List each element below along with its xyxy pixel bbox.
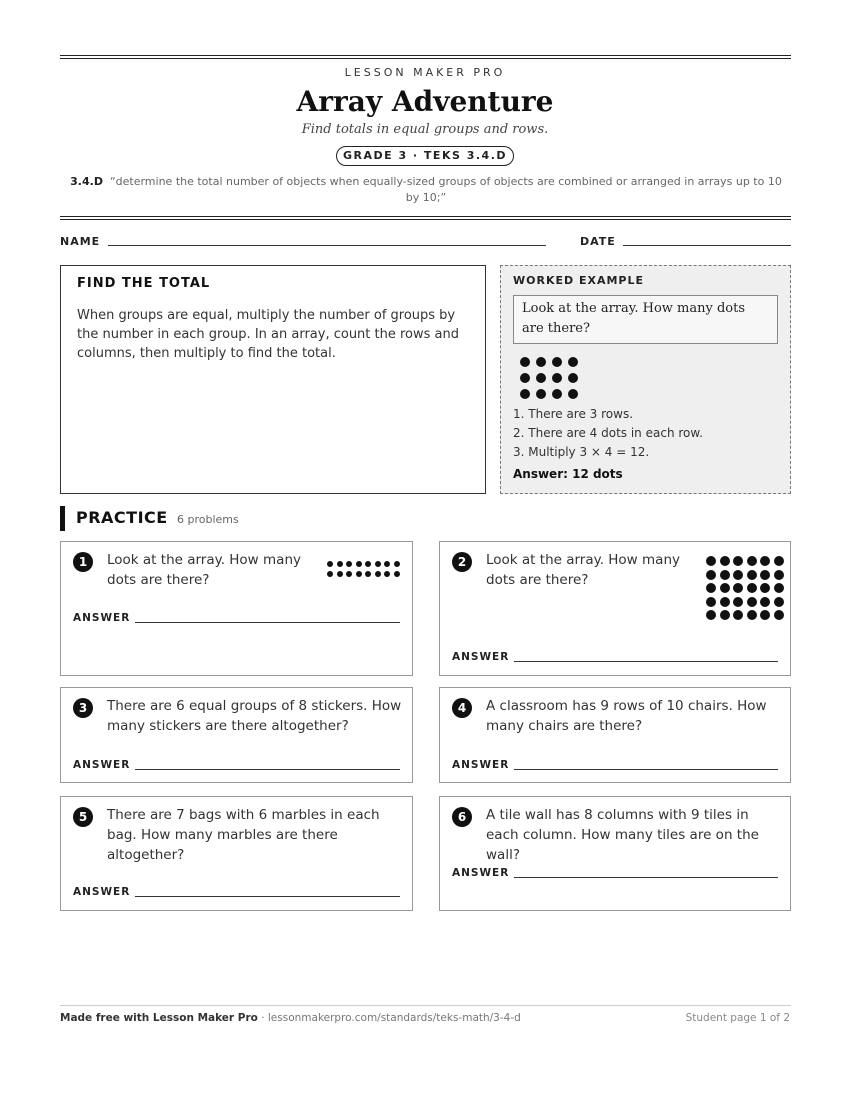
problem-2-array: [706, 556, 776, 626]
standard-text: “determine the total number of objects when equally-sized groups of objects are combined or arranged in arrays up to 10 by 10;”: [109, 175, 782, 204]
worked-example-array: [520, 357, 590, 402]
practice-title: PRACTICE: [76, 508, 168, 527]
array-dot: [706, 597, 716, 607]
top-double-rule: [60, 55, 791, 59]
problem-card-3: [60, 687, 413, 783]
problem-question: Look at the array. How many dots are there?: [107, 552, 301, 588]
array-dot: [536, 357, 546, 367]
problem-question: There are 7 bags with 6 marbles in each bag. How many marbles are there altogether?: [107, 807, 380, 863]
answer-label: ANSWER: [73, 886, 131, 898]
array-dot: [747, 610, 757, 620]
array-dot: [337, 571, 343, 577]
footer-url[interactable]: · lessonmakerpro.com/standards/teks-math/3-4-d: [261, 1012, 521, 1024]
worked-example-box: [500, 265, 791, 494]
answer-label: ANSWER: [73, 612, 131, 624]
array-dot: [733, 597, 743, 607]
array-dot: [568, 373, 578, 383]
array-dot: [356, 561, 362, 567]
name-field[interactable]: [108, 245, 546, 246]
problem-question: A tile wall has 8 columns with 9 tiles in each column. How many tiles are on the wall?: [486, 807, 759, 863]
worksheet-subtitle: Find totals in equal groups and rows.: [301, 122, 549, 137]
worked-example-question: Look at the array. How many dots are there?: [513, 295, 778, 344]
problem-card-4: [439, 687, 791, 783]
array-dot: [394, 561, 400, 567]
array-dot: [747, 583, 757, 593]
problem-number: 4: [452, 698, 472, 718]
footer-made-with: Made free with Lesson Maker Pro: [60, 1012, 258, 1024]
array-dot: [365, 561, 371, 567]
step-item: 3. Multiply 3 × 4 = 12.: [513, 445, 650, 459]
answer-line-6[interactable]: [514, 877, 778, 878]
problem-number: 6: [452, 807, 472, 827]
array-dot: [747, 597, 757, 607]
step-item: 1. There are 3 rows.: [513, 407, 634, 421]
array-dot: [720, 610, 730, 620]
array-dot: [760, 583, 770, 593]
array-dot: [520, 389, 530, 399]
footer-page-number: Student page 1 of 2: [685, 1012, 790, 1024]
array-dot: [552, 357, 562, 367]
date-field[interactable]: [623, 245, 791, 246]
name-label: NAME: [60, 235, 101, 248]
problem-card-1: [60, 541, 413, 676]
array-dot: [774, 556, 784, 566]
array-dot: [365, 571, 371, 577]
array-dot: [337, 561, 343, 567]
array-dot: [706, 610, 716, 620]
answer-line-5[interactable]: [135, 896, 400, 897]
worked-example-heading: WORKED EXAMPLE: [513, 274, 644, 287]
worked-example-steps: [513, 405, 703, 462]
array-dot: [706, 583, 716, 593]
problem-question: Look at the array. How many dots are there?: [486, 552, 680, 588]
array-dot: [720, 583, 730, 593]
problem-question: A classroom has 9 rows of 10 chairs. How many chairs are there?: [486, 698, 767, 734]
array-dot: [774, 570, 784, 580]
array-dot: [568, 357, 578, 367]
array-dot: [774, 583, 784, 593]
problem-question: There are 6 equal groups of 8 stickers. How many stickers are there altogether?: [107, 698, 402, 734]
date-label: DATE: [580, 235, 616, 248]
problem-number: 1: [73, 552, 93, 572]
problem-card-2: [439, 541, 791, 676]
array-dot: [720, 556, 730, 566]
array-dot: [733, 610, 743, 620]
array-dot: [327, 561, 333, 567]
array-dot: [375, 571, 381, 577]
array-dot: [384, 561, 390, 567]
standard-code: 3.4.D: [70, 175, 103, 188]
array-dot: [774, 597, 784, 607]
answer-label: ANSWER: [452, 759, 510, 771]
array-dot: [760, 556, 770, 566]
array-dot: [706, 556, 716, 566]
answer-line-4[interactable]: [514, 769, 778, 770]
practice-accent-bar: [60, 506, 65, 531]
array-dot: [733, 583, 743, 593]
array-dot: [720, 597, 730, 607]
array-dot: [346, 571, 352, 577]
footer-credit: [60, 1012, 521, 1024]
array-dot: [520, 357, 530, 367]
answer-line-1[interactable]: [135, 622, 400, 623]
worksheet-title: Array Adventure: [296, 85, 554, 118]
array-dot: [536, 373, 546, 383]
array-dot: [375, 561, 381, 567]
array-dot: [536, 389, 546, 399]
array-dot: [733, 556, 743, 566]
array-dot: [384, 571, 390, 577]
array-dot: [760, 597, 770, 607]
step-item: 2. There are 4 dots in each row.: [513, 426, 703, 440]
answer-label: ANSWER: [452, 651, 510, 663]
standard-description: [68, 174, 784, 206]
array-dot: [760, 610, 770, 620]
footer-rule: [60, 1005, 791, 1006]
array-dot: [720, 570, 730, 580]
practice-count: 6 problems: [177, 513, 239, 526]
array-dot: [520, 373, 530, 383]
array-dot: [706, 570, 716, 580]
worked-example-answer: Answer: 12 dots: [513, 467, 623, 481]
problem-number: 3: [73, 698, 93, 718]
array-dot: [394, 571, 400, 577]
array-dot: [552, 373, 562, 383]
array-dot: [747, 556, 757, 566]
array-dot: [774, 610, 784, 620]
grade-badge: GRADE 3 · TEKS 3.4.D: [336, 146, 514, 166]
find-total-box: [60, 265, 486, 494]
problem-1-array: [327, 561, 397, 581]
array-dot: [346, 561, 352, 567]
array-dot: [327, 571, 333, 577]
brand-name: LESSON MAKER PRO: [344, 66, 506, 79]
array-dot: [733, 570, 743, 580]
problem-card-6: [439, 796, 791, 911]
answer-line-3[interactable]: [135, 769, 400, 770]
answer-line-2[interactable]: [514, 661, 778, 662]
problem-number: 2: [452, 552, 472, 572]
array-dot: [552, 389, 562, 399]
find-total-body: When groups are equal, multiply the number of groups by the number in each group. In an array, count the rows and columns, then multiply to find the total.: [77, 308, 460, 361]
find-total-heading: FIND THE TOTAL: [77, 276, 211, 291]
answer-label: ANSWER: [452, 867, 510, 879]
array-dot: [760, 570, 770, 580]
array-dot: [356, 571, 362, 577]
array-dot: [747, 570, 757, 580]
problem-card-5: [60, 796, 413, 911]
answer-label: ANSWER: [73, 759, 131, 771]
header-bottom-rule: [60, 216, 791, 220]
problem-number: 5: [73, 807, 93, 827]
array-dot: [568, 389, 578, 399]
